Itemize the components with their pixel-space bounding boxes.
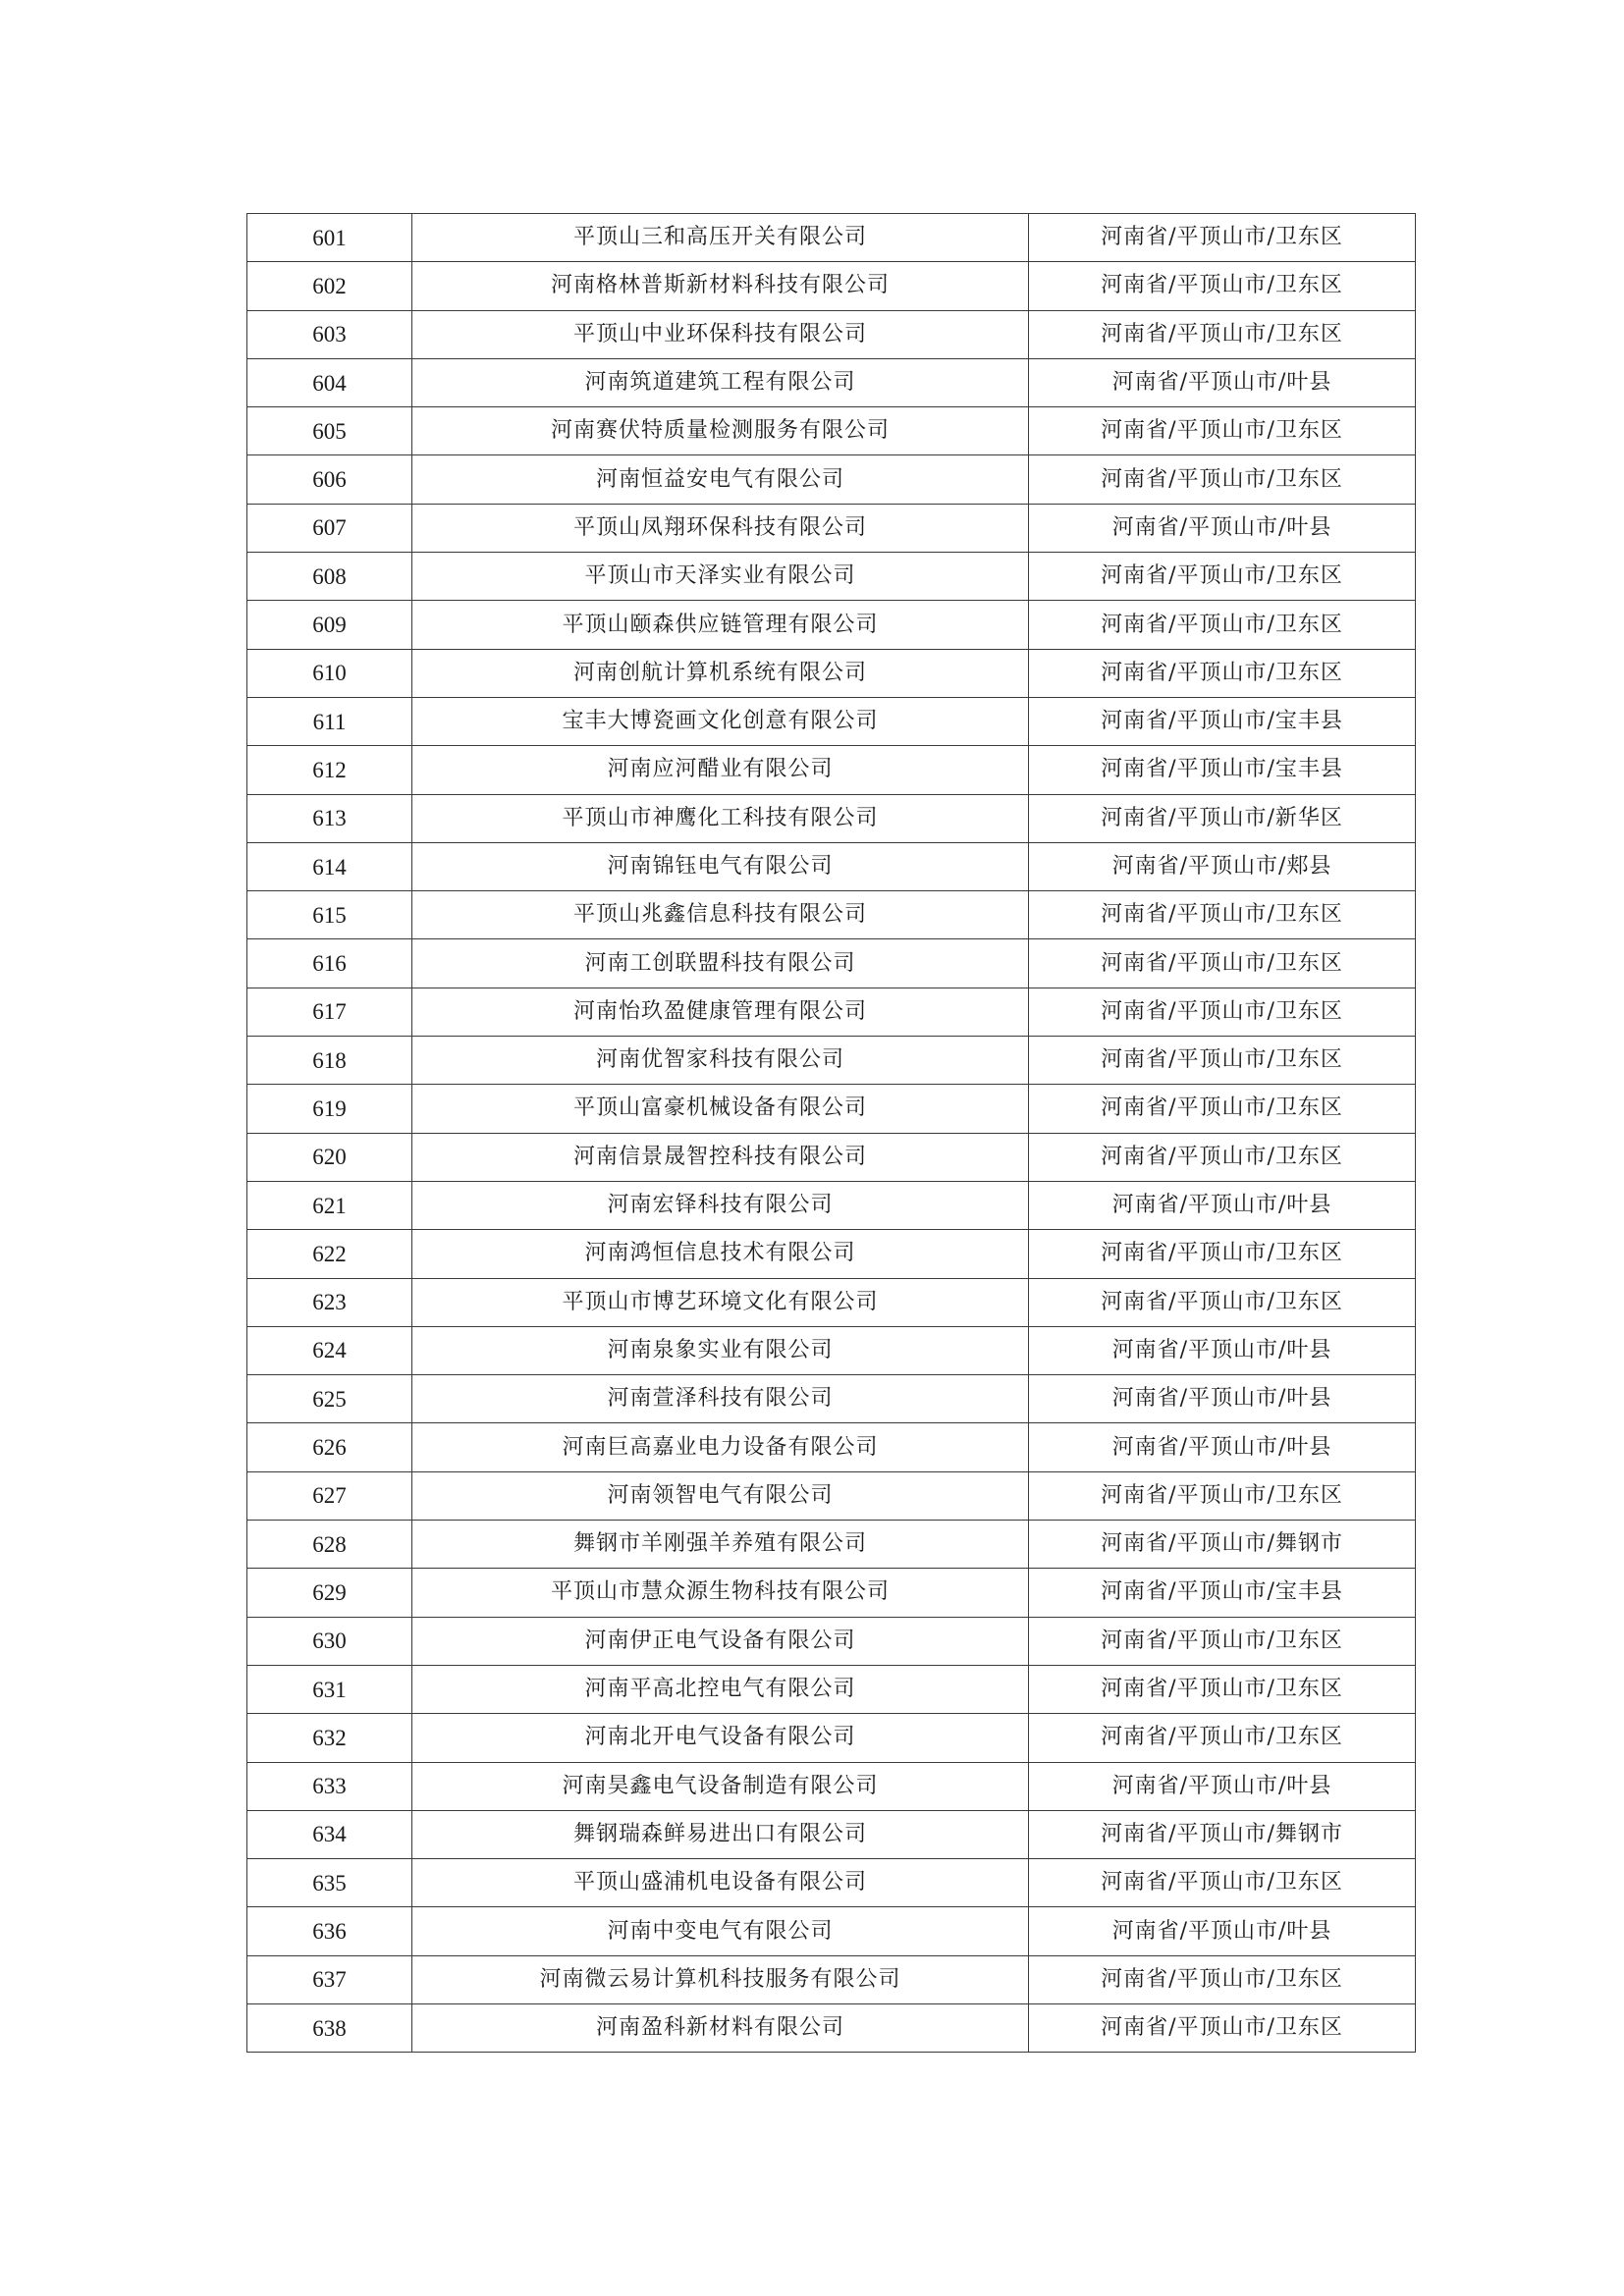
region-cell: 河南省/平顶山市/卫东区 [1029, 1617, 1416, 1665]
table-row [247, 407, 1416, 455]
company-name-cell: 平顶山颐森供应链管理有限公司 [412, 601, 1029, 649]
table-row [247, 553, 1416, 601]
table-row [247, 891, 1416, 939]
table-row [247, 794, 1416, 842]
company-name-cell: 平顶山市慧众源生物科技有限公司 [412, 1569, 1029, 1617]
table-row [247, 1037, 1416, 1085]
table-row [247, 1423, 1416, 1471]
company-name-cell: 平顶山市神鹰化工科技有限公司 [412, 794, 1029, 842]
region-cell: 河南省/平顶山市/舞钢市 [1029, 1521, 1416, 1569]
region-cell: 河南省/平顶山市/卫东区 [1029, 1471, 1416, 1520]
table-body [247, 214, 1416, 2053]
region-cell: 河南省/平顶山市/叶县 [1029, 1375, 1416, 1423]
serial-number-cell: 609 [247, 601, 412, 649]
serial-number-cell: 637 [247, 1955, 412, 2003]
company-name-cell: 河南锦钰电气有限公司 [412, 842, 1029, 890]
region-cell: 河南省/平顶山市/新华区 [1029, 794, 1416, 842]
table-row [247, 1375, 1416, 1423]
serial-number-cell: 621 [247, 1181, 412, 1229]
company-name-cell: 河南鸿恒信息技术有限公司 [412, 1230, 1029, 1278]
region-cell: 河南省/平顶山市/舞钢市 [1029, 1810, 1416, 1858]
region-cell: 河南省/平顶山市/叶县 [1029, 1907, 1416, 1955]
company-name-cell: 平顶山兆鑫信息科技有限公司 [412, 891, 1029, 939]
region-cell: 河南省/平顶山市/宝丰县 [1029, 697, 1416, 745]
table-row [247, 842, 1416, 890]
serial-number-cell: 603 [247, 310, 412, 358]
company-name-cell: 河南北开电气设备有限公司 [412, 1714, 1029, 1762]
table-row [247, 1810, 1416, 1858]
table-row [247, 939, 1416, 988]
serial-number-cell: 616 [247, 939, 412, 988]
region-cell: 河南省/平顶山市/叶县 [1029, 504, 1416, 552]
serial-number-cell: 635 [247, 1859, 412, 1907]
serial-number-cell: 606 [247, 455, 412, 504]
region-cell: 河南省/平顶山市/卫东区 [1029, 1037, 1416, 1085]
table-row [247, 601, 1416, 649]
region-cell: 河南省/平顶山市/叶县 [1029, 1423, 1416, 1471]
serial-number-cell: 633 [247, 1762, 412, 1810]
region-cell: 河南省/平顶山市/卫东区 [1029, 649, 1416, 697]
company-name-cell: 河南宏铎科技有限公司 [412, 1181, 1029, 1229]
serial-number-cell: 618 [247, 1037, 412, 1085]
company-name-cell: 河南泉象实业有限公司 [412, 1326, 1029, 1374]
region-cell: 河南省/平顶山市/卫东区 [1029, 214, 1416, 262]
table-row [247, 358, 1416, 406]
serial-number-cell: 624 [247, 1326, 412, 1374]
serial-number-cell: 627 [247, 1471, 412, 1520]
table-row [247, 1230, 1416, 1278]
table-row [247, 455, 1416, 504]
table-row [247, 504, 1416, 552]
table-row [247, 310, 1416, 358]
table-row [247, 1278, 1416, 1326]
region-cell: 河南省/平顶山市/卫东区 [1029, 1955, 1416, 2003]
region-cell: 河南省/平顶山市/卫东区 [1029, 2003, 1416, 2052]
table-row [247, 1617, 1416, 1665]
table-row [247, 1326, 1416, 1374]
table-row [247, 988, 1416, 1036]
table-row [247, 1085, 1416, 1133]
company-name-cell: 宝丰大博瓷画文化创意有限公司 [412, 697, 1029, 745]
region-cell: 河南省/平顶山市/卫东区 [1029, 1714, 1416, 1762]
table-row [247, 1133, 1416, 1181]
serial-number-cell: 632 [247, 1714, 412, 1762]
serial-number-cell: 620 [247, 1133, 412, 1181]
serial-number-cell: 615 [247, 891, 412, 939]
region-cell: 河南省/平顶山市/卫东区 [1029, 553, 1416, 601]
table-row [247, 1521, 1416, 1569]
serial-number-cell: 614 [247, 842, 412, 890]
company-list-table [246, 213, 1416, 2053]
region-cell: 河南省/平顶山市/宝丰县 [1029, 746, 1416, 794]
serial-number-cell: 630 [247, 1617, 412, 1665]
company-name-cell: 河南怡玖盈健康管理有限公司 [412, 988, 1029, 1036]
company-name-cell: 河南微云易计算机科技服务有限公司 [412, 1955, 1029, 2003]
serial-number-cell: 625 [247, 1375, 412, 1423]
table-row [247, 649, 1416, 697]
company-name-cell: 平顶山市天泽实业有限公司 [412, 553, 1029, 601]
region-cell: 河南省/平顶山市/卫东区 [1029, 1133, 1416, 1181]
serial-number-cell: 607 [247, 504, 412, 552]
company-name-cell: 河南优智家科技有限公司 [412, 1037, 1029, 1085]
company-name-cell: 河南筑道建筑工程有限公司 [412, 358, 1029, 406]
serial-number-cell: 601 [247, 214, 412, 262]
company-name-cell: 平顶山三和高压开关有限公司 [412, 214, 1029, 262]
company-name-cell: 河南恒益安电气有限公司 [412, 455, 1029, 504]
serial-number-cell: 626 [247, 1423, 412, 1471]
serial-number-cell: 605 [247, 407, 412, 455]
region-cell: 河南省/平顶山市/卫东区 [1029, 407, 1416, 455]
serial-number-cell: 604 [247, 358, 412, 406]
table-row [247, 1569, 1416, 1617]
serial-number-cell: 617 [247, 988, 412, 1036]
company-name-cell: 平顶山盛浦机电设备有限公司 [412, 1859, 1029, 1907]
region-cell: 河南省/平顶山市/卫东区 [1029, 988, 1416, 1036]
table-row [247, 1181, 1416, 1229]
serial-number-cell: 623 [247, 1278, 412, 1326]
region-cell: 河南省/平顶山市/卫东区 [1029, 455, 1416, 504]
table-row [247, 262, 1416, 310]
table-row [247, 2003, 1416, 2052]
region-cell: 河南省/平顶山市/叶县 [1029, 1762, 1416, 1810]
table-row [247, 1859, 1416, 1907]
serial-number-cell: 622 [247, 1230, 412, 1278]
region-cell: 河南省/平顶山市/卫东区 [1029, 601, 1416, 649]
table-row [247, 697, 1416, 745]
region-cell: 河南省/平顶山市/叶县 [1029, 358, 1416, 406]
region-cell: 河南省/平顶山市/卫东区 [1029, 1230, 1416, 1278]
serial-number-cell: 602 [247, 262, 412, 310]
company-name-cell: 河南平高北控电气有限公司 [412, 1665, 1029, 1713]
table-row [247, 214, 1416, 262]
serial-number-cell: 631 [247, 1665, 412, 1713]
company-name-cell: 河南盈科新材料有限公司 [412, 2003, 1029, 2052]
serial-number-cell: 612 [247, 746, 412, 794]
serial-number-cell: 638 [247, 2003, 412, 2052]
serial-number-cell: 636 [247, 1907, 412, 1955]
region-cell: 河南省/平顶山市/卫东区 [1029, 1278, 1416, 1326]
region-cell: 河南省/平顶山市/郏县 [1029, 842, 1416, 890]
table-row [247, 1471, 1416, 1520]
serial-number-cell: 610 [247, 649, 412, 697]
region-cell: 河南省/平顶山市/卫东区 [1029, 1085, 1416, 1133]
serial-number-cell: 611 [247, 697, 412, 745]
company-name-cell: 河南创航计算机系统有限公司 [412, 649, 1029, 697]
company-name-cell: 河南工创联盟科技有限公司 [412, 939, 1029, 988]
region-cell: 河南省/平顶山市/卫东区 [1029, 891, 1416, 939]
serial-number-cell: 619 [247, 1085, 412, 1133]
company-name-cell: 河南领智电气有限公司 [412, 1471, 1029, 1520]
region-cell: 河南省/平顶山市/卫东区 [1029, 310, 1416, 358]
company-name-cell: 平顶山富豪机械设备有限公司 [412, 1085, 1029, 1133]
company-name-cell: 平顶山中业环保科技有限公司 [412, 310, 1029, 358]
table-row [247, 1955, 1416, 2003]
company-name-cell: 河南巨高嘉业电力设备有限公司 [412, 1423, 1029, 1471]
table-row [247, 1762, 1416, 1810]
region-cell: 河南省/平顶山市/卫东区 [1029, 939, 1416, 988]
company-name-cell: 舞钢市羊刚强羊养殖有限公司 [412, 1521, 1029, 1569]
company-name-cell: 河南萱泽科技有限公司 [412, 1375, 1029, 1423]
region-cell: 河南省/平顶山市/宝丰县 [1029, 1569, 1416, 1617]
serial-number-cell: 629 [247, 1569, 412, 1617]
company-name-cell: 平顶山凤翔环保科技有限公司 [412, 504, 1029, 552]
region-cell: 河南省/平顶山市/卫东区 [1029, 1665, 1416, 1713]
company-name-cell: 河南格林普斯新材料科技有限公司 [412, 262, 1029, 310]
company-name-cell: 河南赛伏特质量检测服务有限公司 [412, 407, 1029, 455]
company-name-cell: 河南应河醋业有限公司 [412, 746, 1029, 794]
table-row [247, 1907, 1416, 1955]
company-name-cell: 平顶山市博艺环境文化有限公司 [412, 1278, 1029, 1326]
company-name-cell: 舞钢瑞森鲜易进出口有限公司 [412, 1810, 1029, 1858]
company-name-cell: 河南信景晟智控科技有限公司 [412, 1133, 1029, 1181]
company-name-cell: 河南昊鑫电气设备制造有限公司 [412, 1762, 1029, 1810]
serial-number-cell: 608 [247, 553, 412, 601]
serial-number-cell: 634 [247, 1810, 412, 1858]
table-row [247, 1665, 1416, 1713]
company-name-cell: 河南伊正电气设备有限公司 [412, 1617, 1029, 1665]
serial-number-cell: 613 [247, 794, 412, 842]
company-name-cell: 河南中变电气有限公司 [412, 1907, 1029, 1955]
table-row [247, 746, 1416, 794]
table-row [247, 1714, 1416, 1762]
region-cell: 河南省/平顶山市/叶县 [1029, 1181, 1416, 1229]
region-cell: 河南省/平顶山市/卫东区 [1029, 262, 1416, 310]
region-cell: 河南省/平顶山市/叶县 [1029, 1326, 1416, 1374]
region-cell: 河南省/平顶山市/卫东区 [1029, 1859, 1416, 1907]
serial-number-cell: 628 [247, 1521, 412, 1569]
